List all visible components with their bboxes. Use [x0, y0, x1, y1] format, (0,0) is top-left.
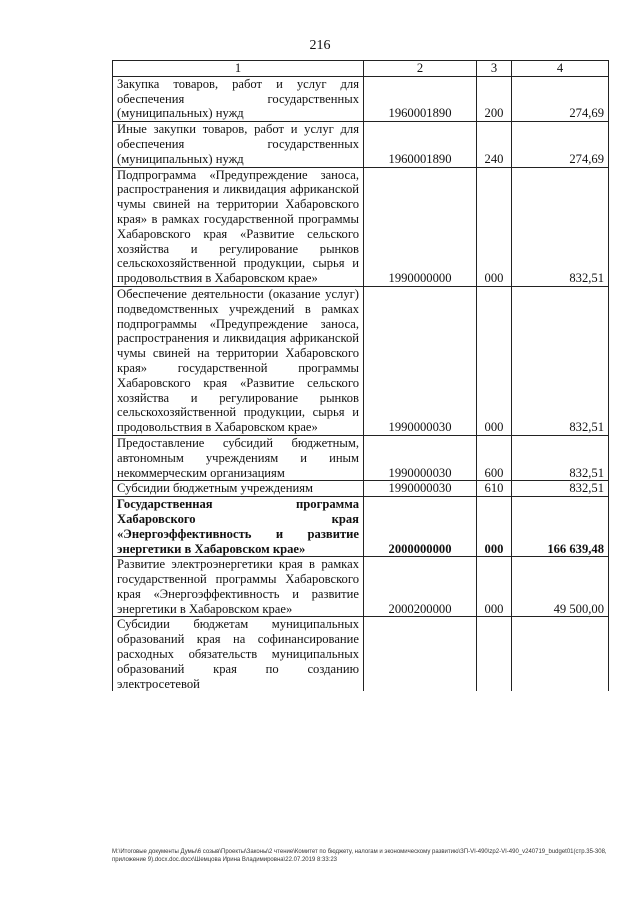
row-description: Государственная программа Хабаровского края «Энергоэффективность и развитие энергетики в Хабаровском крае»	[113, 497, 364, 557]
row-expense-type: 240	[477, 122, 512, 167]
table-header-row	[113, 61, 609, 77]
row-description: Субсидии бюджетам муниципальных образований края на софинансирование расходных обязательств муниципальных образований края по созданию электросетевой	[113, 617, 364, 691]
row-amount: 49 500,00	[512, 557, 609, 617]
row-code: 1990000030	[364, 286, 477, 435]
row-code	[364, 617, 477, 691]
row-code: 2000200000	[364, 557, 477, 617]
table-row	[113, 481, 609, 497]
page-number: 216	[309, 38, 331, 53]
row-expense-type	[477, 617, 512, 691]
header-col-4: 4	[512, 61, 609, 77]
row-expense-type: 610	[477, 481, 512, 497]
row-amount	[512, 617, 609, 691]
table-row	[113, 286, 609, 435]
table-row	[113, 76, 609, 121]
row-amount: 832,51	[512, 286, 609, 435]
row-amount: 832,51	[512, 435, 609, 480]
row-expense-type: 000	[477, 557, 512, 617]
row-code: 1990000000	[364, 167, 477, 286]
row-description: Иные закупки товаров, работ и услуг для обеспечения государственных (муниципальных) нужд	[113, 122, 364, 167]
row-amount: 274,69	[512, 76, 609, 121]
row-description: Закупка товаров, работ и услуг для обеспечения государственных (муниципальных) нужд	[113, 76, 364, 121]
row-code: 1990000030	[364, 481, 477, 497]
row-expense-type: 200	[477, 76, 512, 121]
row-description: Субсидии бюджетным учреждениям	[113, 481, 364, 497]
row-amount: 832,51	[512, 167, 609, 286]
row-code: 2000000000	[364, 497, 477, 557]
row-amount: 166 639,48	[512, 497, 609, 557]
file-path-footer: M:\Итоговые документы Думы\6 созыв\Проекты\Законы\2 чтение\Комитет по бюджету, налогам и экономическому развитию\ЗП-VI-490\zp2-VI-490_v240719_budget01(стр.35-308, приложение 9).docx.doc.docx\Шемцова Ирина Владимировна\22.07.2019 8:33:23	[112, 849, 607, 863]
row-amount: 832,51	[512, 481, 609, 497]
table-row	[113, 435, 609, 480]
header-col-3: 3	[477, 61, 512, 77]
row-expense-type: 600	[477, 435, 512, 480]
row-expense-type: 000	[477, 167, 512, 286]
row-expense-type: 000	[477, 497, 512, 557]
row-code: 1990000030	[364, 435, 477, 480]
table-row	[113, 497, 609, 557]
row-description: Подпрограмма «Предупреждение заноса, распространения и ликвидация африканской чумы свиней на территории Хабаровского края» в рамках государственной программы Хабаровского края «Развитие сельского хозяйства и регулирование рынков сельскохозяйственной продукции, сырья и продовольствия в Хабаровском крае»	[113, 167, 364, 286]
header-col-2: 2	[364, 61, 477, 77]
table-row	[113, 557, 609, 617]
row-description: Развитие электроэнергетики края в рамках государственной программы Хабаровского края «Энергоэффективность и развитие энергетики в Хабаровском крае»	[113, 557, 364, 617]
row-expense-type: 000	[477, 286, 512, 435]
row-code: 1960001890	[364, 122, 477, 167]
row-amount: 274,69	[512, 122, 609, 167]
table-row	[113, 122, 609, 167]
row-description: Предоставление субсидий бюджетным, автономным учреждениям и иным некоммерческим организациям	[113, 435, 364, 480]
budget-table	[112, 60, 609, 691]
table-row	[113, 167, 609, 286]
header-col-1: 1	[113, 61, 364, 77]
table-row	[113, 617, 609, 691]
row-description: Обеспечение деятельности (оказание услуг) подведомственных учреждений в рамках подпрограммы «Предупреждение заноса, распространения и ликвидация африканской чумы свиней на территории Хабаровского края» государственной программы Хабаровского края «Развитие сельского хозяйства и регулирование рынков сельскохозяйственной продукции, сырья и продовольствия в Хабаровском крае»	[113, 286, 364, 435]
row-code: 1960001890	[364, 76, 477, 121]
